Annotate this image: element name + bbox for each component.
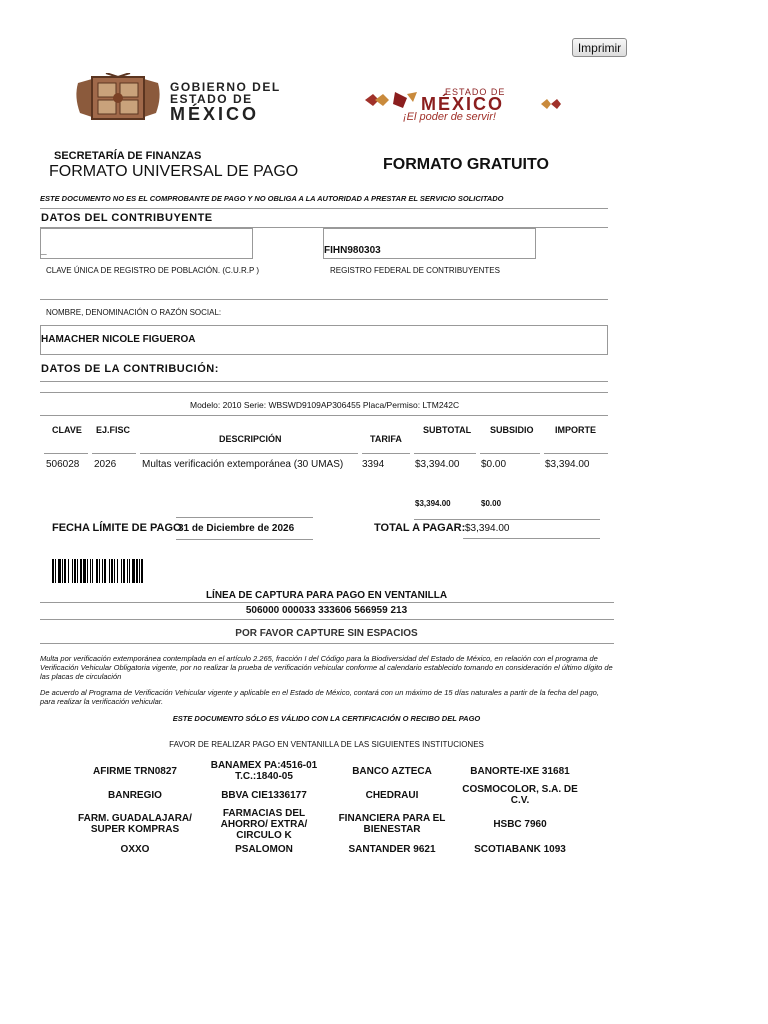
gobierno-line1: GOBIERNO DEL [170, 80, 281, 94]
datos-contribucion-title: DATOS DE LA CONTRIBUCIÓN: [41, 363, 219, 375]
row-importe: $3,394.00 [545, 459, 590, 470]
divider [40, 381, 608, 382]
col-clave: CLAVE [52, 425, 82, 435]
print-button[interactable]: Imprimir [572, 38, 627, 57]
total-label: TOTAL A PAGAR: [374, 522, 466, 534]
divider [544, 453, 608, 454]
fecha-limite-value: 31 de Diciembre de 2026 [178, 523, 295, 534]
nombre-label: NOMBRE, DENOMINACIÓN O RAZÓN SOCIAL: [46, 308, 222, 317]
divider [40, 392, 608, 393]
legal-paragraph-2: De acuerdo al Programa de Verificación Vehicular vigente y aplicable en el Estado de México, contará con un máximo de 15 días naturales a partir de la fecha del pago, para realizar la verificación vehicular. [40, 688, 599, 706]
divider [176, 539, 313, 540]
institution-item: AFIRME TRN0827 [93, 766, 177, 777]
validity-notice: ESTE DOCUMENTO SÓLO ES VÁLIDO CON LA CERTIFICACIÓN O RECIBO DEL PAGO [172, 714, 481, 723]
gobierno-text [170, 81, 281, 123]
total-value: $3,394.00 [465, 523, 510, 534]
institutions-intro: FAVOR DE REALIZAR PAGO EN VENTANILLA DE LAS SIGUIENTES INSTITUCIONES [169, 740, 484, 749]
divider [40, 643, 614, 644]
institution-item: FINANCIERA PARA EL BIENESTAR [338, 813, 446, 835]
curp-label: CLAVE ÚNICA DE REGISTRO DE POBLACIÓN. (C.U.R.P ) [46, 266, 260, 275]
vehicle-info: Modelo: 2010 Serie: WBSWD9109AP306455 Placa/Permiso: LTM242C [190, 400, 460, 410]
institution-item: FARMACIAS DEL AHORRO/ EXTRA/ CIRCULO K [220, 808, 308, 841]
col-tarifa: TARIFA [370, 434, 402, 444]
nombre-value: HAMACHER NICOLE FIGUEROA [41, 334, 196, 345]
divider [92, 453, 136, 454]
row-ejfisc: 2026 [94, 459, 117, 470]
row-subtotal: $3,394.00 [415, 459, 460, 470]
institution-item: PSALOMON [235, 844, 293, 855]
institution-item: OXXO [120, 844, 150, 855]
institution-item: FARM. GUADALAJARA/ SUPER KOMPRAS [78, 813, 192, 835]
sum-subsidio: $0.00 [481, 499, 502, 508]
institution-item: COSMOCOLOR, S.A. DE C.V. [462, 784, 578, 806]
divider [44, 453, 88, 454]
divider [414, 453, 476, 454]
datos-contribuyente-title: DATOS DEL CONTRIBUYENTE [41, 212, 213, 224]
state-seal-logo [72, 73, 164, 121]
divider [414, 519, 600, 520]
col-descripcion: DESCRIPCIÓN [219, 434, 282, 444]
legal-paragraph-1: Multa por verificación extemporánea contemplada en el artículo 2.265, fracción I del Código para la Biodiversidad del Estado de México, en relación con el programa de Verificación Vehicular Obligatoria vigente, por no realizar la prueba de verificación vehicular conforme al calendario establecido tomando en consideración el último dígito de las placas de circulación [40, 654, 613, 681]
divider [463, 538, 600, 539]
disclaimer-text: ESTE DOCUMENTO NO ES EL COMPROBANTE DE PAGO Y NO OBLIGA A LA AUTORIDAD A PRESTAR EL SERVICIO SOLICITADO [40, 194, 504, 203]
divider [362, 453, 410, 454]
institution-item: BBVA CIE1336177 [221, 790, 307, 801]
divider [40, 208, 608, 209]
col-ejfisc: EJ.FISC [96, 425, 131, 435]
institution-item: SANTANDER 9621 [348, 844, 436, 855]
divider [40, 619, 614, 620]
captura-title: LÍNEA DE CAPTURA PARA PAGO EN VENTANILLA [205, 590, 448, 601]
gobierno-line3: MÉXICO [170, 104, 260, 124]
row-tarifa: 3394 [362, 459, 385, 470]
institution-item: BANREGIO [108, 790, 162, 801]
rfc-label: REGISTRO FEDERAL DE CONTRIBUYENTES [330, 266, 500, 275]
captura-note: POR FAVOR CAPTURE SIN ESPACIOS [235, 628, 418, 639]
rfc-value: FIHN980303 [324, 245, 381, 256]
divider [40, 299, 608, 300]
captura-value: 506000 000033 333606 566959 213 [245, 605, 408, 616]
institution-item: SCOTIABANK 1093 [474, 844, 566, 855]
fecha-limite-label: FECHA LÍMITE DE PAGO [52, 522, 182, 534]
institution-item: BANCO AZTECA [352, 766, 432, 777]
estado-mexico-logo [365, 84, 565, 124]
institution-item: BANORTE-IXE 31681 [470, 766, 570, 777]
divider [140, 453, 358, 454]
formato-gratuito-heading: FORMATO GRATUITO [383, 156, 549, 173]
barcode [52, 559, 252, 583]
logo2-line2: MÉXICO [421, 94, 505, 114]
divider [480, 453, 540, 454]
row-subsidio: $0.00 [481, 459, 507, 470]
col-importe: IMPORTE [555, 425, 597, 435]
col-subtotal: SUBTOTAL [423, 425, 472, 435]
col-subsidio: SUBSIDIO [490, 425, 534, 435]
row-clave: 506028 [46, 459, 80, 470]
institution-item: HSBC 7960 [493, 819, 547, 830]
curp-field [40, 228, 253, 259]
divider [176, 517, 313, 518]
secretaria-heading: SECRETARÍA DE FINANZAS [54, 150, 202, 162]
logo2-line1: ESTADO DE [445, 87, 506, 97]
row-descripcion: Multas verificación extemporánea (30 UMAS) [142, 459, 344, 470]
institution-item: BANAMEX PA:4516-01 T.C.:1840-05 [210, 760, 318, 782]
logo2-slogan: ¡El poder de servir! [403, 111, 496, 123]
institution-item: CHEDRAUI [365, 790, 419, 801]
curp-value: _ [41, 245, 47, 256]
formato-universal-heading: FORMATO UNIVERSAL DE PAGO [49, 163, 299, 180]
sum-subtotal: $3,394.00 [415, 499, 451, 508]
divider [40, 602, 614, 603]
gobierno-line2: ESTADO DE [170, 92, 253, 106]
divider [40, 415, 608, 416]
